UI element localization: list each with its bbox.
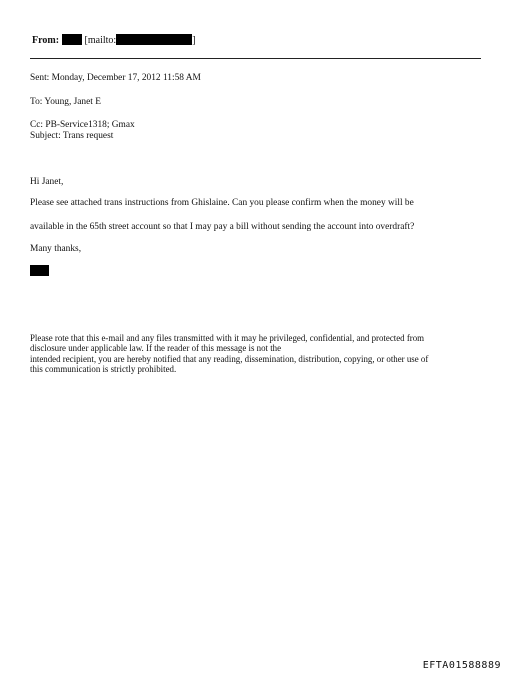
from-label: From: bbox=[32, 35, 60, 46]
disclaimer-line: disclosure under applicable law. If the reader of this message is not the bbox=[30, 343, 282, 354]
disclaimer-line: this communication is strictly prohibited. bbox=[30, 364, 177, 375]
disclaimer-line: intended recipient, you are hereby notified that any reading, dissemination, distribution, copying, or other use of bbox=[30, 353, 429, 364]
cc-line: Cc: PB-Service1318; Gmax bbox=[30, 120, 135, 130]
body-line-1: Please see attached trans instructions from Ghislaine. Can you please confirm when the money will be bbox=[30, 198, 414, 208]
to-line: To: Young, Janet E bbox=[30, 97, 101, 107]
mailto-prefix: [mailto: bbox=[84, 35, 117, 46]
body-line-2: available in the 65th street account so that I may pay a bill without sending the account into overdraft? bbox=[30, 222, 415, 232]
confidentiality-disclaimer bbox=[30, 333, 485, 375]
greeting: Hi Janet, bbox=[30, 177, 64, 187]
mailto-suffix: ] bbox=[192, 35, 196, 46]
sent-line: Sent: Monday, December 17, 2012 11:58 AM bbox=[30, 73, 201, 83]
subject-line: Subject: Trans request bbox=[30, 131, 114, 141]
redacted-sender-name bbox=[62, 34, 82, 45]
header-divider bbox=[30, 58, 481, 59]
document-id: EFTA01588889 bbox=[422, 660, 501, 671]
closing: Many thanks, bbox=[30, 244, 82, 254]
disclaimer-line: Please rote that this e-mail and any files transmitted with it may he privileged, confidential, and protected from bbox=[30, 333, 425, 343]
redacted-sender-email bbox=[116, 34, 192, 45]
redacted-signature bbox=[30, 265, 49, 276]
from-line bbox=[32, 34, 196, 47]
